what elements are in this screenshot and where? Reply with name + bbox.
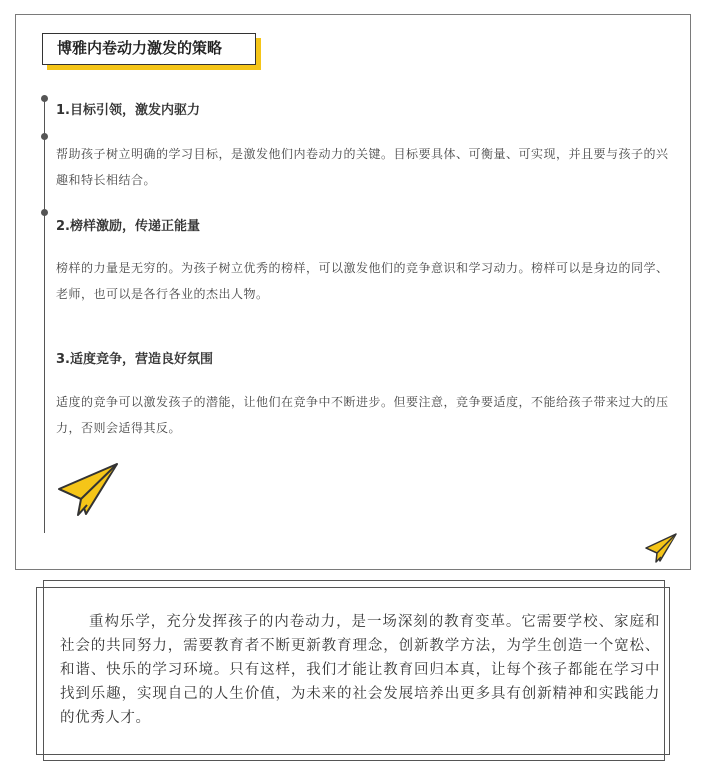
summary-paragraph: 重构乐学，充分发挥孩子的内卷动力，是一场深刻的教育变革。它需要学校、家庭和社会的共同努力，需要教育者不断更新教育理念，创新教学方法，为学生创造一个宽松、和谐、快乐的学习环境。只有这样，我们才能让教育回归本真，让每个孩子都能在学习中找到乐趣，实现自己的人生价值，为未来的社会发展培养出更多具有创新精神和实践能力的优秀人才。 (60, 614, 660, 726)
paper-plane-icon (56, 461, 120, 519)
card-title: 博雅内卷动力激发的策略 (42, 33, 256, 65)
section-3-heading: 3.适度竞争，营造良好氛围 (56, 352, 213, 367)
timeline-dot (41, 209, 48, 216)
section-3-body: 适度的竞争可以激发孩子的潜能，让他们在竞争中不断进步。但要注意，竞争要适度，不能给孩子带来过大的压力，否则会适得其反。 (56, 395, 669, 435)
paper-plane-icon (644, 532, 678, 564)
timeline-dot (41, 133, 48, 140)
section-2-heading: 2.榜样激励，传递正能量 (56, 219, 200, 234)
section-1-body: 帮助孩子树立明确的学习目标，是激发他们内卷动力的关键。目标要具体、可衡量、可实现，并且要与孩子的兴趣和特长相结合。 (56, 147, 669, 187)
strategy-card (15, 14, 691, 570)
section-1-heading: 1.目标引领，激发内驱力 (56, 103, 200, 118)
title-block (42, 33, 256, 65)
section-2-body: 榜样的力量是无穷的。为孩子树立优秀的榜样，可以激发他们的竞争意识和学习动力。榜样可以是身边的同学、老师，也可以是各行各业的杰出人物。 (56, 261, 669, 301)
timeline-dot (41, 95, 48, 102)
timeline-line (44, 97, 45, 533)
